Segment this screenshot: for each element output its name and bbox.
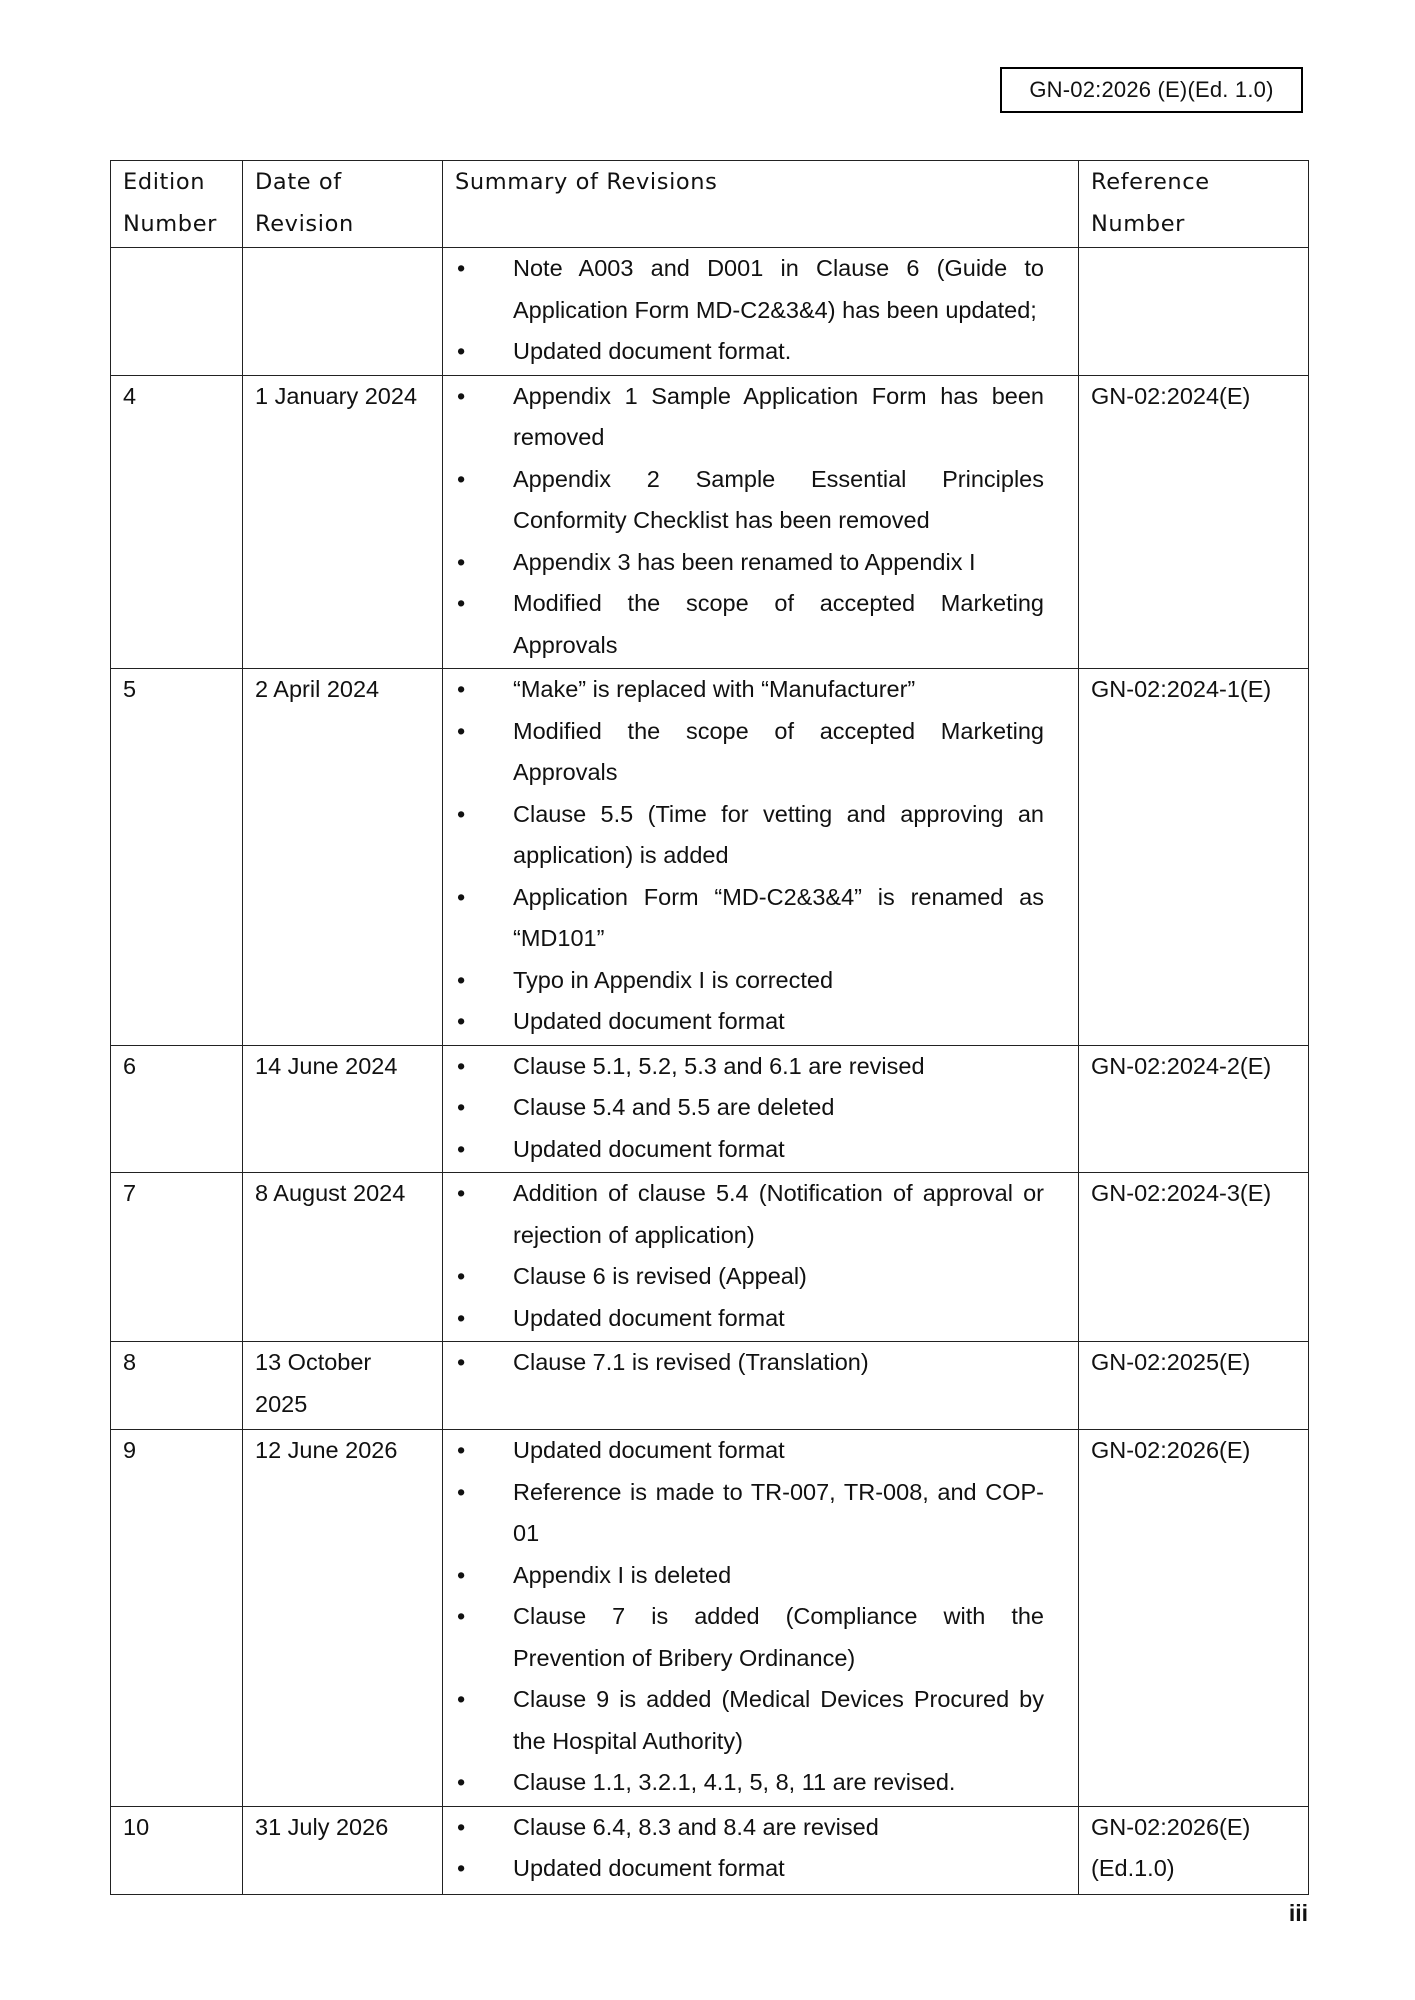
revision-item-text: Appendix 1 Sample Application Form has been removed [513,382,1044,450]
table-body [111,248,1309,1895]
revision-item-text: Clause 6.4, 8.3 and 8.4 are revised [513,1813,879,1840]
revision-history-table [110,160,1309,1895]
bullet-icon: • [457,1769,466,1795]
revision-item-text: Clause 7.1 is revised (Translation) [513,1349,869,1375]
list-item [457,877,1044,960]
bullet-icon: • [457,1304,466,1331]
bullet-icon: • [457,1263,466,1289]
revision-date-cell: 1 January 2024 [243,375,443,669]
list-item [457,1046,1044,1088]
edition-number-cell: 8 [111,1342,243,1430]
bullet-icon: • [457,1478,466,1505]
header-summary-of-revisions [443,161,1079,248]
edition-number-cell: 10 [111,1806,243,1894]
reference-number-cell: GN-02:2024-3(E) [1079,1173,1309,1342]
bullet-icon: • [457,676,466,702]
list-item [457,1298,1044,1340]
reference-number-cell: GN-02:2026(E) (Ed.1.0) [1079,1806,1309,1894]
list-item [457,376,1044,459]
bullet-icon: • [457,1094,466,1120]
header-edition-line-1: Edition [123,169,206,195]
table-row [111,1430,1309,1807]
bullet-icon: • [457,548,466,575]
table-row [111,1045,1309,1173]
edition-number-cell: 4 [111,375,243,669]
reference-number-cell: GN-02:2024(E) [1079,375,1309,669]
revision-item-text: Updated document format [513,1855,785,1881]
header-reference-number [1079,161,1309,248]
edition-number-cell: 9 [111,1430,243,1807]
revision-item-text: “Make” is replaced with “Manufacturer” [513,676,916,702]
list-item [457,711,1044,794]
list-item [457,1596,1044,1679]
bullet-icon: • [457,1686,466,1712]
revision-date-cell: 14 June 2024 [243,1045,443,1173]
revision-item-text: Clause 6 is revised (Appeal) [513,1263,807,1289]
list-item [457,1555,1044,1597]
list-item [457,331,1044,373]
bullet-icon: • [457,465,466,492]
bullet-icon: • [457,1349,466,1375]
bullet-icon: • [457,1180,466,1206]
revision-item-text: Clause 5.1, 5.2, 5.3 and 6.1 are revised [513,1052,925,1079]
edition-number-cell: 7 [111,1173,243,1342]
table-header [111,161,1309,248]
list-item [457,1762,1044,1804]
list-item [457,794,1044,877]
edition-number-cell: 6 [111,1045,243,1173]
header-edition-line-2: Number [123,210,217,237]
revision-item-text: Note A003 and D001 in Clause 6 (Guide to Application Form MD-C2&3&4) has been updated; [513,255,1044,323]
list-item [457,669,1044,711]
revision-date-cell: 13 October 2025 [243,1342,443,1430]
list-item [457,1001,1044,1043]
bullet-icon: • [457,717,466,744]
revision-date-cell [243,248,443,376]
revision-item-text: Addition of clause 5.4 (Notification of approval or rejection of application) [513,1180,1044,1248]
revision-item-text: Reference is made to TR-007, TR-008, and COP-01 [513,1478,1044,1546]
bullet-icon: • [457,883,466,910]
revision-item-text: Application Form “MD-C2&3&4” is renamed as “MD101” [513,883,1044,951]
edition-number-cell [111,248,243,376]
bullet-icon: • [457,1813,466,1840]
revision-item-text: Appendix 3 has been renamed to Appendix I [513,548,976,575]
revision-item-text: Modified the scope of accepted Marketing Approvals [513,717,1044,785]
list-item [457,1430,1044,1472]
revision-item-text: Appendix I is deleted [513,1561,732,1588]
revision-summary-list [457,1807,1044,1890]
revision-item-text: Clause 5.4 and 5.5 are deleted [513,1094,835,1120]
reference-number-cell: GN-02:2024-2(E) [1079,1045,1309,1173]
bullet-icon: • [457,1008,466,1034]
summary-cell [443,1430,1079,1807]
revision-summary-list [457,248,1044,373]
revision-item-text: Updated document format [513,1008,785,1034]
revision-summary-list [457,1430,1044,1804]
list-item [457,1342,1044,1384]
list-item [457,1807,1044,1849]
revision-summary-list [457,1342,1044,1384]
bullet-icon: • [457,1855,466,1881]
reference-number-cell [1079,248,1309,376]
bullet-icon: • [457,382,466,409]
revision-item-text: Clause 7 is added (Compliance with the Prevention of Bribery Ordinance) [513,1603,1044,1671]
bullet-icon: • [457,1561,466,1588]
header-summary-text: Summary of Revisions [455,169,718,195]
list-item [457,1087,1044,1129]
revision-summary-list [457,1173,1044,1339]
list-item [457,1472,1044,1555]
header-reference-line-2: Number [1091,210,1185,237]
list-item [457,1679,1044,1762]
revision-date-cell: 31 July 2026 [243,1806,443,1894]
table-row [111,375,1309,669]
header-date-line-1: Date of [255,169,342,195]
table-row [111,1806,1309,1894]
reference-number-cell: GN-02:2025(E) [1079,1342,1309,1430]
revision-item-text: Appendix 2 Sample Essential Principles Conformity Checklist has been removed [513,465,1044,533]
revision-date-cell: 8 August 2024 [243,1173,443,1342]
list-item [457,1173,1044,1256]
bullet-icon: • [457,1135,466,1162]
bullet-icon: • [457,1052,466,1079]
bullet-icon: • [457,966,466,993]
header-row [111,161,1309,248]
revision-item-text: Clause 1.1, 3.2.1, 4.1, 5, 8, 11 are revised. [513,1769,956,1795]
revision-date-cell: 2 April 2024 [243,669,443,1046]
table-row [111,248,1309,376]
table-row [111,1173,1309,1342]
reference-number-cell: GN-02:2026(E) [1079,1430,1309,1807]
table-row [111,1342,1309,1430]
bullet-icon: • [457,590,466,616]
revision-item-text: Modified the scope of accepted Marketing Approvals [513,590,1044,658]
list-item [457,542,1044,584]
revision-summary-list [457,669,1044,1043]
list-item [457,1256,1044,1298]
list-item [457,1129,1044,1171]
summary-cell [443,1173,1079,1342]
header-date-of-revision [243,161,443,248]
revision-item-text: Clause 5.5 (Time for vetting and approving an application) is added [513,800,1044,868]
reference-number-cell: GN-02:2024-1(E) [1079,669,1309,1046]
summary-cell [443,1342,1079,1430]
summary-cell [443,375,1079,669]
document-reference-box: GN-02:2026 (E)(Ed. 1.0) [1000,67,1303,113]
header-reference-line-1: Reference [1091,169,1210,195]
header-edition-number [111,161,243,248]
revision-summary-list [457,1046,1044,1171]
summary-cell [443,1806,1079,1894]
bullet-icon: • [457,338,466,364]
edition-number-cell: 5 [111,669,243,1046]
bullet-icon: • [457,255,466,281]
revision-item-text: Updated document format. [513,338,792,364]
revision-summary-list [457,376,1044,667]
bullet-icon: • [457,1437,466,1463]
revision-date-cell: 12 June 2026 [243,1430,443,1807]
list-item [457,248,1044,331]
bullet-icon: • [457,800,466,827]
header-date-line-2: Revision [255,210,354,237]
summary-cell [443,248,1079,376]
revision-item-text: Updated document format [513,1135,785,1162]
revision-item-text: Typo in Appendix I is corrected [513,966,834,993]
list-item [457,960,1044,1002]
summary-cell [443,669,1079,1046]
table-row [111,669,1309,1046]
list-item [457,459,1044,542]
revision-item-text: Updated document format [513,1304,785,1331]
bullet-icon: • [457,1603,466,1629]
summary-cell [443,1045,1079,1173]
page-number: iii [1288,1900,1308,1926]
list-item [457,1848,1044,1890]
revision-item-text: Clause 9 is added (Medical Devices Procured by the Hospital Authority) [513,1686,1044,1754]
list-item [457,583,1044,666]
revision-item-text: Updated document format [513,1437,785,1463]
